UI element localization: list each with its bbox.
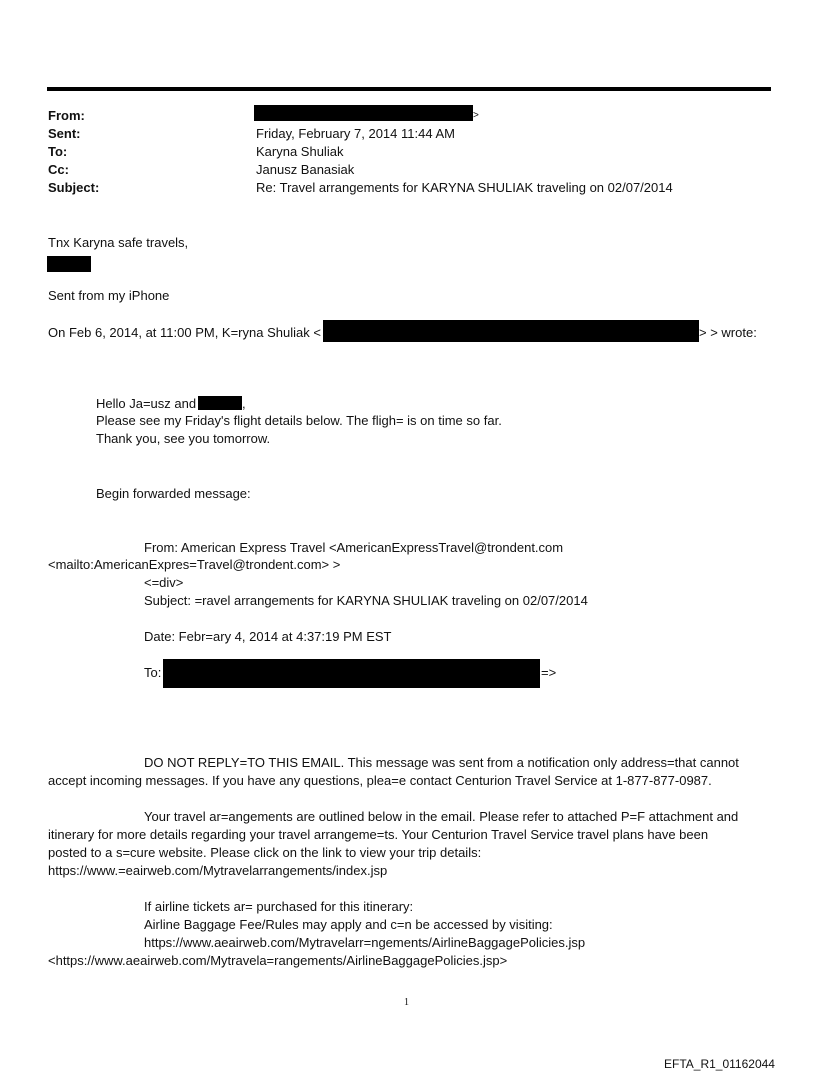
to-value: Karyna Shuliak <box>256 144 344 159</box>
sent-label: Sent: <box>48 126 81 141</box>
from-label: From: <box>48 108 85 123</box>
document-id: EFTA_R1_01162044 <box>664 1057 775 1071</box>
email-redaction <box>323 320 699 342</box>
to-label: To: <box>48 144 68 159</box>
fwd-to-tail: => <box>541 665 557 680</box>
fwd-to-redaction <box>163 659 540 688</box>
fwd-subject: Subject: =ravel arrangements for KARYNA SHULIAK traveling on 02/07/2014 <box>144 593 588 608</box>
greeting: Tnx Karyna safe travels, <box>48 235 189 250</box>
sent-from: Sent from my iPhone <box>48 288 170 303</box>
subject-label: Subject: <box>48 180 100 195</box>
on-wrote-suffix: > > wrote: <box>699 325 757 340</box>
airline-link-1: https://www.aeairweb.com/Mytravelarr=ngements/AirlineBaggagePolicies.jsp <box>144 935 586 950</box>
from-redaction <box>254 105 473 121</box>
travel-line-2: itinerary for more details regarding your travel arrangeme=ts. Your Centurion Travel Service travel plans have been <box>48 827 709 842</box>
travel-link: https://www.=eairweb.com/Mytravelarrangements/index.jsp <box>48 863 388 878</box>
donot-line-1: DO NOT REPLY=TO THIS EMAIL. This message was sent from a notification only address=that cannot <box>144 755 739 770</box>
sent-value: Friday, February 7, 2014 11:44 AM <box>256 126 455 141</box>
airline-line-1: If airline tickets ar= purchased for this itinerary: <box>144 899 414 914</box>
signature-redaction <box>47 256 91 272</box>
thank-you-line: Thank you, see you tomorrow. <box>96 431 271 446</box>
fwd-from: From: American Express Travel <AmericanExpressTravel@trondent.com <box>144 540 564 555</box>
header-rule <box>47 87 771 91</box>
begin-forwarded: Begin forwarded message: <box>96 486 251 501</box>
airline-line-2: Airline Baggage Fee/Rules may apply and c=n be accessed by visiting: <box>144 917 553 932</box>
travel-line-1: Your travel ar=angements are outlined below in the email. Please refer to attached P=F attachment and <box>144 809 739 824</box>
travel-line-3: posted to a s=cure website. Please click on the link to view your trip details: <box>48 845 482 860</box>
subject-value: Re: Travel arrangements for KARYNA SHULIAK traveling on 02/07/2014 <box>256 180 673 195</box>
fwd-div: <=div> <box>144 575 184 590</box>
airline-link-2: <https://www.aeairweb.com/Mytravela=rangements/AirlineBaggagePolicies.jsp> <box>48 953 508 968</box>
fwd-to-label: To: <box>144 665 162 680</box>
cc-value: Janusz Banasiak <box>256 162 355 177</box>
please-see-line: Please see my Friday's flight details below. The fligh= is on time so far. <box>96 413 502 428</box>
hello-tail: , <box>242 396 246 411</box>
fwd-mailto: <mailto:AmericanExpres=Travel@trondent.com> > <box>48 557 341 572</box>
hello-line: Hello Ja=usz and <box>96 396 197 411</box>
donot-line-2: accept incoming messages. If you have any questions, plea=e contact Centurion Travel Service at 1-877-877-0987. <box>48 773 712 788</box>
cc-label: Cc: <box>48 162 69 177</box>
from-value-tail: > <box>473 110 479 121</box>
fwd-date: Date: Febr=ary 4, 2014 at 4:37:19 PM EST <box>144 629 392 644</box>
page-number: 1 <box>404 997 409 1008</box>
on-wrote-prefix: On Feb 6, 2014, at 11:00 PM, K=ryna Shuliak < <box>48 325 321 340</box>
name-redaction <box>198 396 242 410</box>
